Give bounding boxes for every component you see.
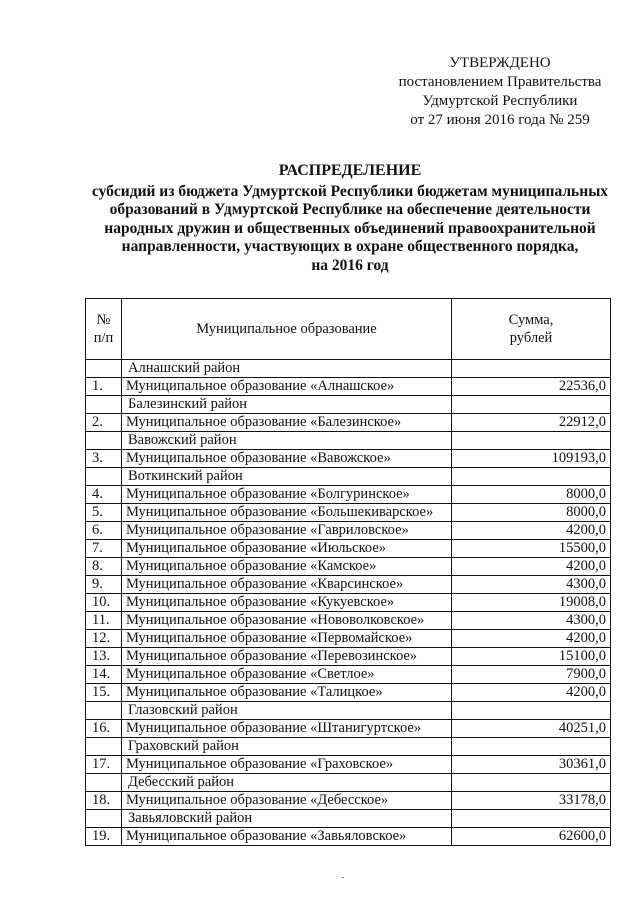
row-sum bbox=[452, 468, 611, 486]
row-sum: 4200,0 bbox=[452, 522, 611, 540]
district-name: Воткинский район bbox=[122, 468, 452, 486]
table-row bbox=[86, 522, 611, 540]
table-row bbox=[86, 792, 611, 810]
table-body bbox=[86, 360, 611, 846]
row-sum: 19008,0 bbox=[452, 594, 611, 612]
district-row bbox=[86, 396, 611, 414]
title-line: образований в Удмуртской Республике на обеспечение деятельности bbox=[109, 201, 591, 218]
district-row bbox=[86, 468, 611, 486]
row-number: 10. bbox=[86, 594, 122, 612]
district-row bbox=[86, 738, 611, 756]
table-row bbox=[86, 450, 611, 468]
row-sum: 109193,0 bbox=[452, 450, 611, 468]
approval-line-approved: УТВЕРЖДЕНО bbox=[449, 55, 551, 71]
row-sum bbox=[452, 702, 611, 720]
table-header-row bbox=[86, 299, 611, 360]
row-sum: 8000,0 bbox=[452, 486, 611, 504]
row-sum: 62600,0 bbox=[452, 828, 611, 846]
row-number: 13. bbox=[86, 648, 122, 666]
municipality-name: Муниципальное образование «Гавриловское» bbox=[122, 522, 452, 540]
row-number: 7. bbox=[86, 540, 122, 558]
municipality-name: Муниципальное образование «Завьяловское» bbox=[122, 828, 452, 846]
district-name: Граховский район bbox=[122, 738, 452, 756]
approval-line-republic: Удмуртской Республики bbox=[422, 93, 578, 109]
document-title bbox=[60, 162, 640, 275]
table-row bbox=[86, 576, 611, 594]
row-sum: 4200,0 bbox=[452, 630, 611, 648]
row-sum: 40251,0 bbox=[452, 720, 611, 738]
row-number: 17. bbox=[86, 756, 122, 774]
district-row bbox=[86, 360, 611, 378]
row-number bbox=[86, 738, 122, 756]
row-number: 15. bbox=[86, 684, 122, 702]
row-number bbox=[86, 810, 122, 828]
district-name: Вавожский район bbox=[122, 432, 452, 450]
title-line: на 2016 год bbox=[311, 256, 389, 274]
table-row bbox=[86, 414, 611, 432]
district-name: Глазовский район bbox=[122, 702, 452, 720]
row-number bbox=[86, 360, 122, 378]
approval-line-resolution: постановлением Правительства bbox=[398, 74, 602, 90]
table-row bbox=[86, 648, 611, 666]
title-line: направленности, участвующих в охране общественного порядка, bbox=[121, 238, 579, 255]
row-number: 4. bbox=[86, 486, 122, 504]
municipality-name: Муниципальное образование «Штанигуртское» bbox=[122, 720, 452, 738]
row-number: 5. bbox=[86, 504, 122, 522]
municipality-name: Муниципальное образование «Талицкое» bbox=[122, 684, 452, 702]
table-row bbox=[86, 720, 611, 738]
table-row bbox=[86, 378, 611, 396]
district-row bbox=[86, 774, 611, 792]
approval-line-date: от 27 июня 2016 года № 259 bbox=[410, 112, 590, 128]
row-number: 12. bbox=[86, 630, 122, 648]
row-sum: 4200,0 bbox=[452, 684, 611, 702]
row-number bbox=[86, 702, 122, 720]
table-row bbox=[86, 612, 611, 630]
municipality-name: Муниципальное образование «Перевозинское» bbox=[122, 648, 452, 666]
municipality-name: Муниципальное образование «Дебесское» bbox=[122, 792, 452, 810]
table-row bbox=[86, 558, 611, 576]
table-row bbox=[86, 504, 611, 522]
row-number: 18. bbox=[86, 792, 122, 810]
row-number bbox=[86, 774, 122, 792]
row-sum: 4300,0 bbox=[452, 612, 611, 630]
header-municipality: Муниципальное образование bbox=[122, 299, 452, 360]
municipality-name: Муниципальное образование «Большекиварское» bbox=[122, 504, 452, 522]
row-number: 11. bbox=[86, 612, 122, 630]
row-sum: 4300,0 bbox=[452, 576, 611, 594]
row-sum: 4200,0 bbox=[452, 558, 611, 576]
row-sum: 15100,0 bbox=[452, 648, 611, 666]
row-number bbox=[86, 396, 122, 414]
district-row bbox=[86, 702, 611, 720]
row-sum bbox=[452, 810, 611, 828]
subsidy-table bbox=[85, 298, 611, 846]
header-sum-label: Сумма, bbox=[508, 312, 554, 328]
row-sum: 22536,0 bbox=[452, 378, 611, 396]
table-row bbox=[86, 486, 611, 504]
row-sum bbox=[452, 738, 611, 756]
municipality-name: Муниципальное образование «Кукуевское» bbox=[122, 594, 452, 612]
municipality-name: Муниципальное образование «Светлое» bbox=[122, 666, 452, 684]
municipality-name: Муниципальное образование «Нововолковское» bbox=[122, 612, 452, 630]
row-sum bbox=[452, 360, 611, 378]
table-row bbox=[86, 540, 611, 558]
row-number: 14. bbox=[86, 666, 122, 684]
district-row bbox=[86, 810, 611, 828]
municipality-name: Муниципальное образование «Граховское» bbox=[122, 756, 452, 774]
table-row bbox=[86, 684, 611, 702]
municipality-name: Муниципальное образование «Июльское» bbox=[122, 540, 452, 558]
row-sum: 30361,0 bbox=[452, 756, 611, 774]
header-number bbox=[86, 299, 122, 360]
row-number: 6. bbox=[86, 522, 122, 540]
header-sum-unit: рублей bbox=[509, 330, 553, 346]
title-line: субсидий из бюджета Удмуртской Республики бюджетам муниципальных bbox=[91, 182, 609, 200]
row-sum: 22912,0 bbox=[452, 414, 611, 432]
row-number: 16. bbox=[86, 720, 122, 738]
header-sum bbox=[452, 299, 611, 360]
row-number: 9. bbox=[86, 576, 122, 594]
district-name: Балезинский район bbox=[122, 396, 452, 414]
district-name: Завьяловский район bbox=[122, 810, 452, 828]
row-sum bbox=[452, 396, 611, 414]
row-number: 8. bbox=[86, 558, 122, 576]
table-row bbox=[86, 756, 611, 774]
title-heading: РАСПРЕДЕЛЕНИЕ bbox=[278, 162, 422, 179]
scan-speck bbox=[342, 877, 344, 878]
row-number: 2. bbox=[86, 414, 122, 432]
municipality-name: Муниципальное образование «Вавожское» bbox=[122, 450, 452, 468]
row-number: 19. bbox=[86, 828, 122, 846]
row-sum bbox=[452, 432, 611, 450]
row-sum: 7900,0 bbox=[452, 666, 611, 684]
row-sum bbox=[452, 774, 611, 792]
row-number bbox=[86, 432, 122, 450]
municipality-name: Муниципальное образование «Алнашское» bbox=[122, 378, 452, 396]
table-row bbox=[86, 828, 611, 846]
table-row bbox=[86, 594, 611, 612]
row-sum: 33178,0 bbox=[452, 792, 611, 810]
municipality-name: Муниципальное образование «Первомайское» bbox=[122, 630, 452, 648]
municipality-name: Муниципальное образование «Кварсинское» bbox=[122, 576, 452, 594]
table-row bbox=[86, 630, 611, 648]
table-row bbox=[86, 666, 611, 684]
row-sum: 8000,0 bbox=[452, 504, 611, 522]
municipality-name: Муниципальное образование «Болгуринское» bbox=[122, 486, 452, 504]
row-sum: 15500,0 bbox=[452, 540, 611, 558]
title-line: народных дружин и общественных объединений правоохранительной bbox=[104, 219, 596, 237]
municipality-name: Муниципальное образование «Камское» bbox=[122, 558, 452, 576]
district-name: Алнашский район bbox=[122, 360, 452, 378]
district-row bbox=[86, 432, 611, 450]
row-number: 3. bbox=[86, 450, 122, 468]
row-number bbox=[86, 468, 122, 486]
header-number-sign: № bbox=[96, 312, 111, 328]
approval-stamp bbox=[380, 54, 620, 130]
municipality-name: Муниципальное образование «Балезинское» bbox=[122, 414, 452, 432]
district-name: Дебесский район bbox=[122, 774, 452, 792]
row-number: 1. bbox=[86, 378, 122, 396]
header-number-label: п/п bbox=[93, 330, 114, 346]
